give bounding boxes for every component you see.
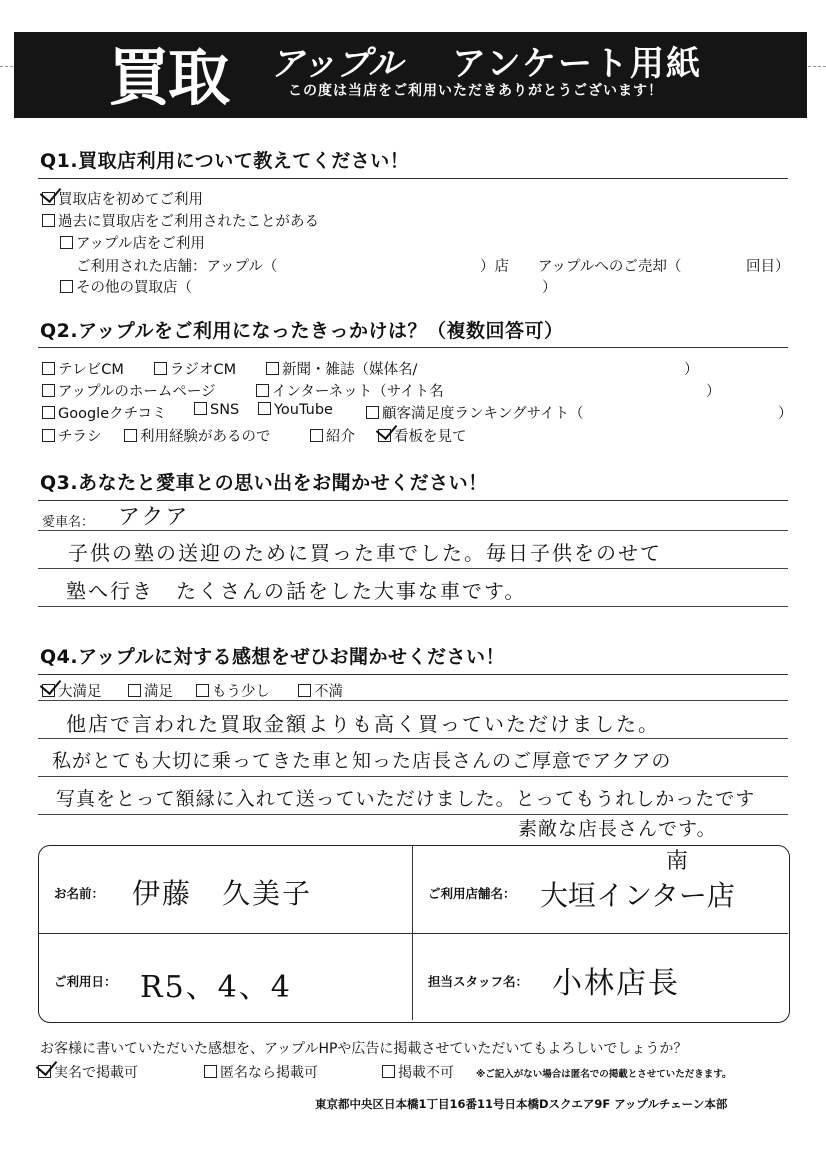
car-name-label: 愛車名： xyxy=(42,515,95,530)
q4-answer-line-3: 写真をとって額縁に入れて送っていただけました。とってもうれしかったです xyxy=(56,788,756,810)
name-label: お名前： xyxy=(54,886,105,901)
q2-opt-sign[interactable]: 看板を見て xyxy=(378,425,467,446)
store-value[interactable]: 大垣インター店 xyxy=(540,879,735,912)
q2-opt-intro[interactable]: 紹介 xyxy=(310,425,355,446)
consent-question: お客様に書いていただいた感想を、アップルHPや広告に掲載させていただいてもよろしいでしょうか？ xyxy=(40,1041,688,1057)
q4-line-3 xyxy=(38,776,788,777)
checkbox[interactable] xyxy=(42,406,55,419)
q1-count-suffix: 回目） xyxy=(746,259,790,275)
checkbox[interactable] xyxy=(256,384,269,397)
q2-news-close: ） xyxy=(684,362,699,378)
q2-rule xyxy=(38,347,788,348)
checkbox[interactable] xyxy=(310,429,323,442)
q1-heading: Q1.買取店利用について教えてください！ xyxy=(40,150,410,172)
q4-rule xyxy=(38,674,788,675)
q4-opt-sat[interactable]: 満足 xyxy=(128,680,173,701)
q2-opt-home[interactable]: アップルのホームページ xyxy=(42,380,216,401)
name-value[interactable]: 伊藤 久美子 xyxy=(132,877,313,910)
checkbox[interactable] xyxy=(266,362,279,375)
q4-opt-very[interactable]: 大満足 xyxy=(42,680,102,701)
q1-store-suffix: ）店 xyxy=(480,259,509,275)
q4-opt-unsat[interactable]: 不満 xyxy=(298,680,343,701)
checkbox-checked[interactable] xyxy=(42,192,55,205)
q1-opt-apple[interactable]: アップル店をご利用 xyxy=(60,232,205,253)
checkbox-checked[interactable] xyxy=(42,684,55,697)
consent-opt-real[interactable]: 実名で掲載可 xyxy=(38,1062,138,1082)
checkbox[interactable] xyxy=(124,429,137,442)
store-correction: 南 xyxy=(666,849,691,874)
q2-opt-exp[interactable]: 利用経験があるので xyxy=(124,425,271,446)
checkbox[interactable] xyxy=(196,684,209,697)
q2-opt-news[interactable]: 新聞・雑誌（媒体名/ xyxy=(266,358,417,379)
q2-opt-youtube[interactable]: YouTube xyxy=(258,402,333,418)
checkbox[interactable] xyxy=(42,429,55,442)
q4-line-1 xyxy=(38,700,788,701)
q2-rank-close: ） xyxy=(778,406,793,422)
checkbox[interactable] xyxy=(204,1065,217,1078)
checkbox[interactable] xyxy=(42,362,55,375)
q2-opt-tv[interactable]: テレビCM xyxy=(42,358,124,379)
consent-opt-no[interactable]: 掲載不可 xyxy=(382,1062,454,1082)
q2-opt-radio[interactable]: ラジオCM xyxy=(154,358,236,379)
q3-line-3 xyxy=(38,606,788,607)
checkbox-checked[interactable] xyxy=(378,429,391,442)
q4-opt-more[interactable]: もう少し xyxy=(196,680,270,701)
checkbox[interactable] xyxy=(154,362,167,375)
date-label: ご利用日： xyxy=(54,974,117,989)
q1-opt-past[interactable]: 過去に買取店をご利用されたことがある xyxy=(42,210,319,231)
checkbox[interactable] xyxy=(298,684,311,697)
q1-opt-first[interactable]: 買取店を初めてご利用 xyxy=(42,188,203,209)
q2-opt-sns[interactable]: SNS xyxy=(194,402,239,418)
q4-line-2 xyxy=(38,738,788,739)
card-divider-horizontal xyxy=(39,933,788,934)
q1-rule xyxy=(38,178,788,179)
q3-heading: Q3.あなたと愛車との思い出をお聞かせください！ xyxy=(40,472,488,494)
checkbox[interactable] xyxy=(42,214,55,227)
store-label: ご利用店舗名： xyxy=(428,886,516,901)
q3-line-1 xyxy=(38,530,788,531)
q4-answer-line-1: 他店で言われた買取金額よりも高く買っていただけました。 xyxy=(66,712,660,736)
q1-other-close: ） xyxy=(542,280,557,296)
form-title: アンケート用紙 xyxy=(452,44,702,84)
q4-answer-line-4: 素敵な店長さんです。 xyxy=(518,818,717,840)
q3-line-2 xyxy=(38,568,788,569)
q2-net-close: ） xyxy=(706,384,721,400)
q1-opt-other[interactable]: その他の買取店（ xyxy=(60,276,192,297)
checkbox[interactable] xyxy=(128,684,141,697)
checkbox[interactable] xyxy=(366,406,379,419)
checkbox-checked[interactable] xyxy=(38,1065,51,1078)
consent-note: ※ご記入がない場合は匿名での掲載とさせていただきます。 xyxy=(476,1069,732,1080)
checkbox[interactable] xyxy=(382,1065,395,1078)
q1-count-label: アップルへのご売却（ xyxy=(538,259,682,275)
checkbox[interactable] xyxy=(60,236,73,249)
apple-logo: アップル xyxy=(270,44,403,84)
q2-heading: Q2.アップルをご利用になったきっかけは？（複数回答可） xyxy=(40,320,564,342)
checkbox[interactable] xyxy=(258,402,271,415)
q2-opt-rank[interactable]: 顧客満足度ランキングサイト（ xyxy=(366,402,584,423)
footer-address: 東京都中央区日本橋1丁目16番11号日本橋Dスクエア9F アップルチェーン本部 xyxy=(315,1097,728,1111)
q4-heading: Q4.アップルに対する感想をぜひお聞かせください！ xyxy=(40,646,506,668)
consent-opt-anon[interactable]: 匿名なら掲載可 xyxy=(204,1062,318,1082)
q1-store-label: ご利用された店舗：アップル（ xyxy=(76,259,278,275)
checkbox[interactable] xyxy=(194,402,207,415)
form-subtitle: この度は当店をご利用いただきありがとうございます！ xyxy=(288,83,663,99)
checkbox[interactable] xyxy=(60,280,73,293)
q4-answer-line-2: 私がとても大切に乗ってきた車と知った店長さんのご厚意でアクアの xyxy=(52,750,672,772)
header-kaitori: 買取 xyxy=(108,41,229,114)
staff-value[interactable]: 小林店長 xyxy=(552,966,680,1001)
car-name-value: アクア xyxy=(118,505,190,530)
checkbox[interactable] xyxy=(42,384,55,397)
q3-answer-line-1: 子供の塾の送迎のために買った車でした。毎日子供をのせて xyxy=(68,541,662,565)
q2-opt-google[interactable]: Googleクチコミ xyxy=(42,402,167,423)
q2-opt-flyer[interactable]: チラシ xyxy=(42,425,102,446)
staff-label: 担当スタッフ名： xyxy=(428,974,529,989)
q3-answer-line-2: 塾へ行き たくさんの話をした大事な車です。 xyxy=(66,579,527,603)
q2-opt-net[interactable]: インターネット（サイト名 xyxy=(256,380,444,401)
date-value[interactable]: R5、4、4 xyxy=(140,970,292,1005)
